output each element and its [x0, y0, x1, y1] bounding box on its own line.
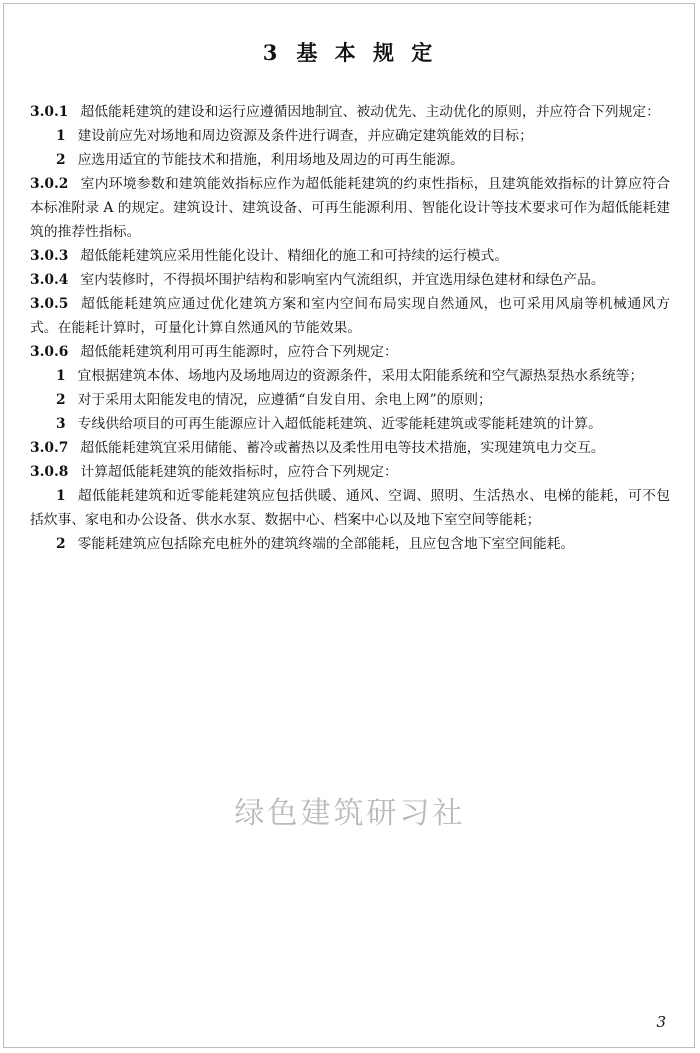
clause-text: 室内装修时，不得损坏围护结构和影响室内气流组织，并宜选用绿色建材和绿色产品。 [80, 272, 605, 288]
item-text: 超低能耗建筑和近零能耗建筑应包括供暖、通风、空调、照明、生活热水、电梯的能耗，可不包括炊事、家电和办公设备、供水水泵、数据中心、档案中心以及地下室空间等能耗； [30, 488, 670, 528]
clause-number: 3.0.1 [30, 104, 69, 120]
clause-3-0-6 [30, 340, 670, 364]
clause-3-0-3 [30, 244, 670, 268]
clause-3-0-1 [30, 100, 670, 124]
clause-3-0-7 [30, 436, 670, 460]
clause-text: 室内环境参数和建筑能效指标应作为超低能耗建筑的约束性指标，且建筑能效指标的计算应符合本标准附录 A 的规定。建筑设计、建筑设备、可再生能源利用、智能化设计等技术要求可作为超低能耗建筑的推荐性指标。 [30, 176, 670, 240]
clause-3-0-6-item-1 [30, 364, 670, 388]
item-number: 2 [56, 536, 66, 552]
clause-number: 3.0.7 [30, 440, 69, 456]
item-text: 对于采用太阳能发电的情况，应遵循“自发自用、余电上网”的原则； [77, 392, 492, 408]
section-number: 3 [262, 40, 283, 65]
watermark: 绿色建筑研习社 [234, 796, 466, 831]
clause-number: 3.0.2 [30, 176, 69, 192]
item-number: 2 [56, 392, 66, 408]
clause-3-0-8 [30, 460, 670, 484]
clause-number: 3.0.8 [30, 464, 69, 480]
page-number: 3 [656, 1013, 666, 1031]
item-text: 应选用适宜的节能技术和措施，利用场地及周边的可再生能源。 [77, 152, 464, 168]
item-text: 专线供给项目的可再生能源应计入超低能耗建筑、近零能耗建筑或零能耗建筑的计算。 [77, 416, 602, 432]
item-number: 1 [56, 128, 66, 144]
clause-text: 超低能耗建筑的建设和运行应遵循因地制宜、被动优先、主动优化的原则，并应符合下列规定： [80, 104, 660, 120]
clause-3-0-1-item-1 [30, 124, 670, 148]
clause-text: 超低能耗建筑宜采用储能、蓄冷或蓄热以及柔性用电等技术措施，实现建筑电力交互。 [80, 440, 605, 456]
item-number: 2 [56, 152, 66, 168]
clause-text: 计算超低能耗建筑的能效指标时，应符合下列规定： [80, 464, 398, 480]
clause-number: 3.0.5 [30, 296, 69, 312]
clause-number: 3.0.6 [30, 344, 69, 360]
section-heading: 基 本 规 定 [296, 40, 438, 65]
clause-3-0-1-item-2 [30, 148, 670, 172]
item-text: 零能耗建筑应包括除充电桩外的建筑终端的全部能耗，且应包含地下室空间能耗。 [77, 536, 575, 552]
clause-text: 超低能耗建筑利用可再生能源时，应符合下列规定： [80, 344, 398, 360]
item-text: 宜根据建筑本体、场地内及场地周边的资源条件，采用太阳能系统和空气源热泵热水系统等； [77, 368, 644, 384]
item-text: 建设前应先对场地和周边资源及条件进行调查，并应确定建筑能效的目标； [77, 128, 533, 144]
section-title [0, 37, 700, 67]
clause-3-0-2 [30, 172, 670, 244]
clause-3-0-4 [30, 268, 670, 292]
item-number: 3 [56, 416, 66, 432]
clause-3-0-5 [30, 292, 670, 340]
clause-number: 3.0.4 [30, 272, 69, 288]
clause-text: 超低能耗建筑应采用性能化设计、精细化的施工和可持续的运行模式。 [80, 248, 509, 264]
clause-text: 超低能耗建筑应通过优化建筑方案和室内空间布局实现自然通风，也可采用风扇等机械通风方式。在能耗计算时，可量化计算自然通风的节能效果。 [30, 296, 670, 336]
clause-3-0-6-item-3 [30, 412, 670, 436]
clause-3-0-8-item-2 [30, 532, 670, 556]
clause-3-0-6-item-2 [30, 388, 670, 412]
clause-number: 3.0.3 [30, 248, 69, 264]
item-number: 1 [56, 488, 66, 504]
clause-3-0-8-item-1 [30, 484, 670, 532]
item-number: 1 [56, 368, 66, 384]
clause-list [30, 100, 670, 556]
